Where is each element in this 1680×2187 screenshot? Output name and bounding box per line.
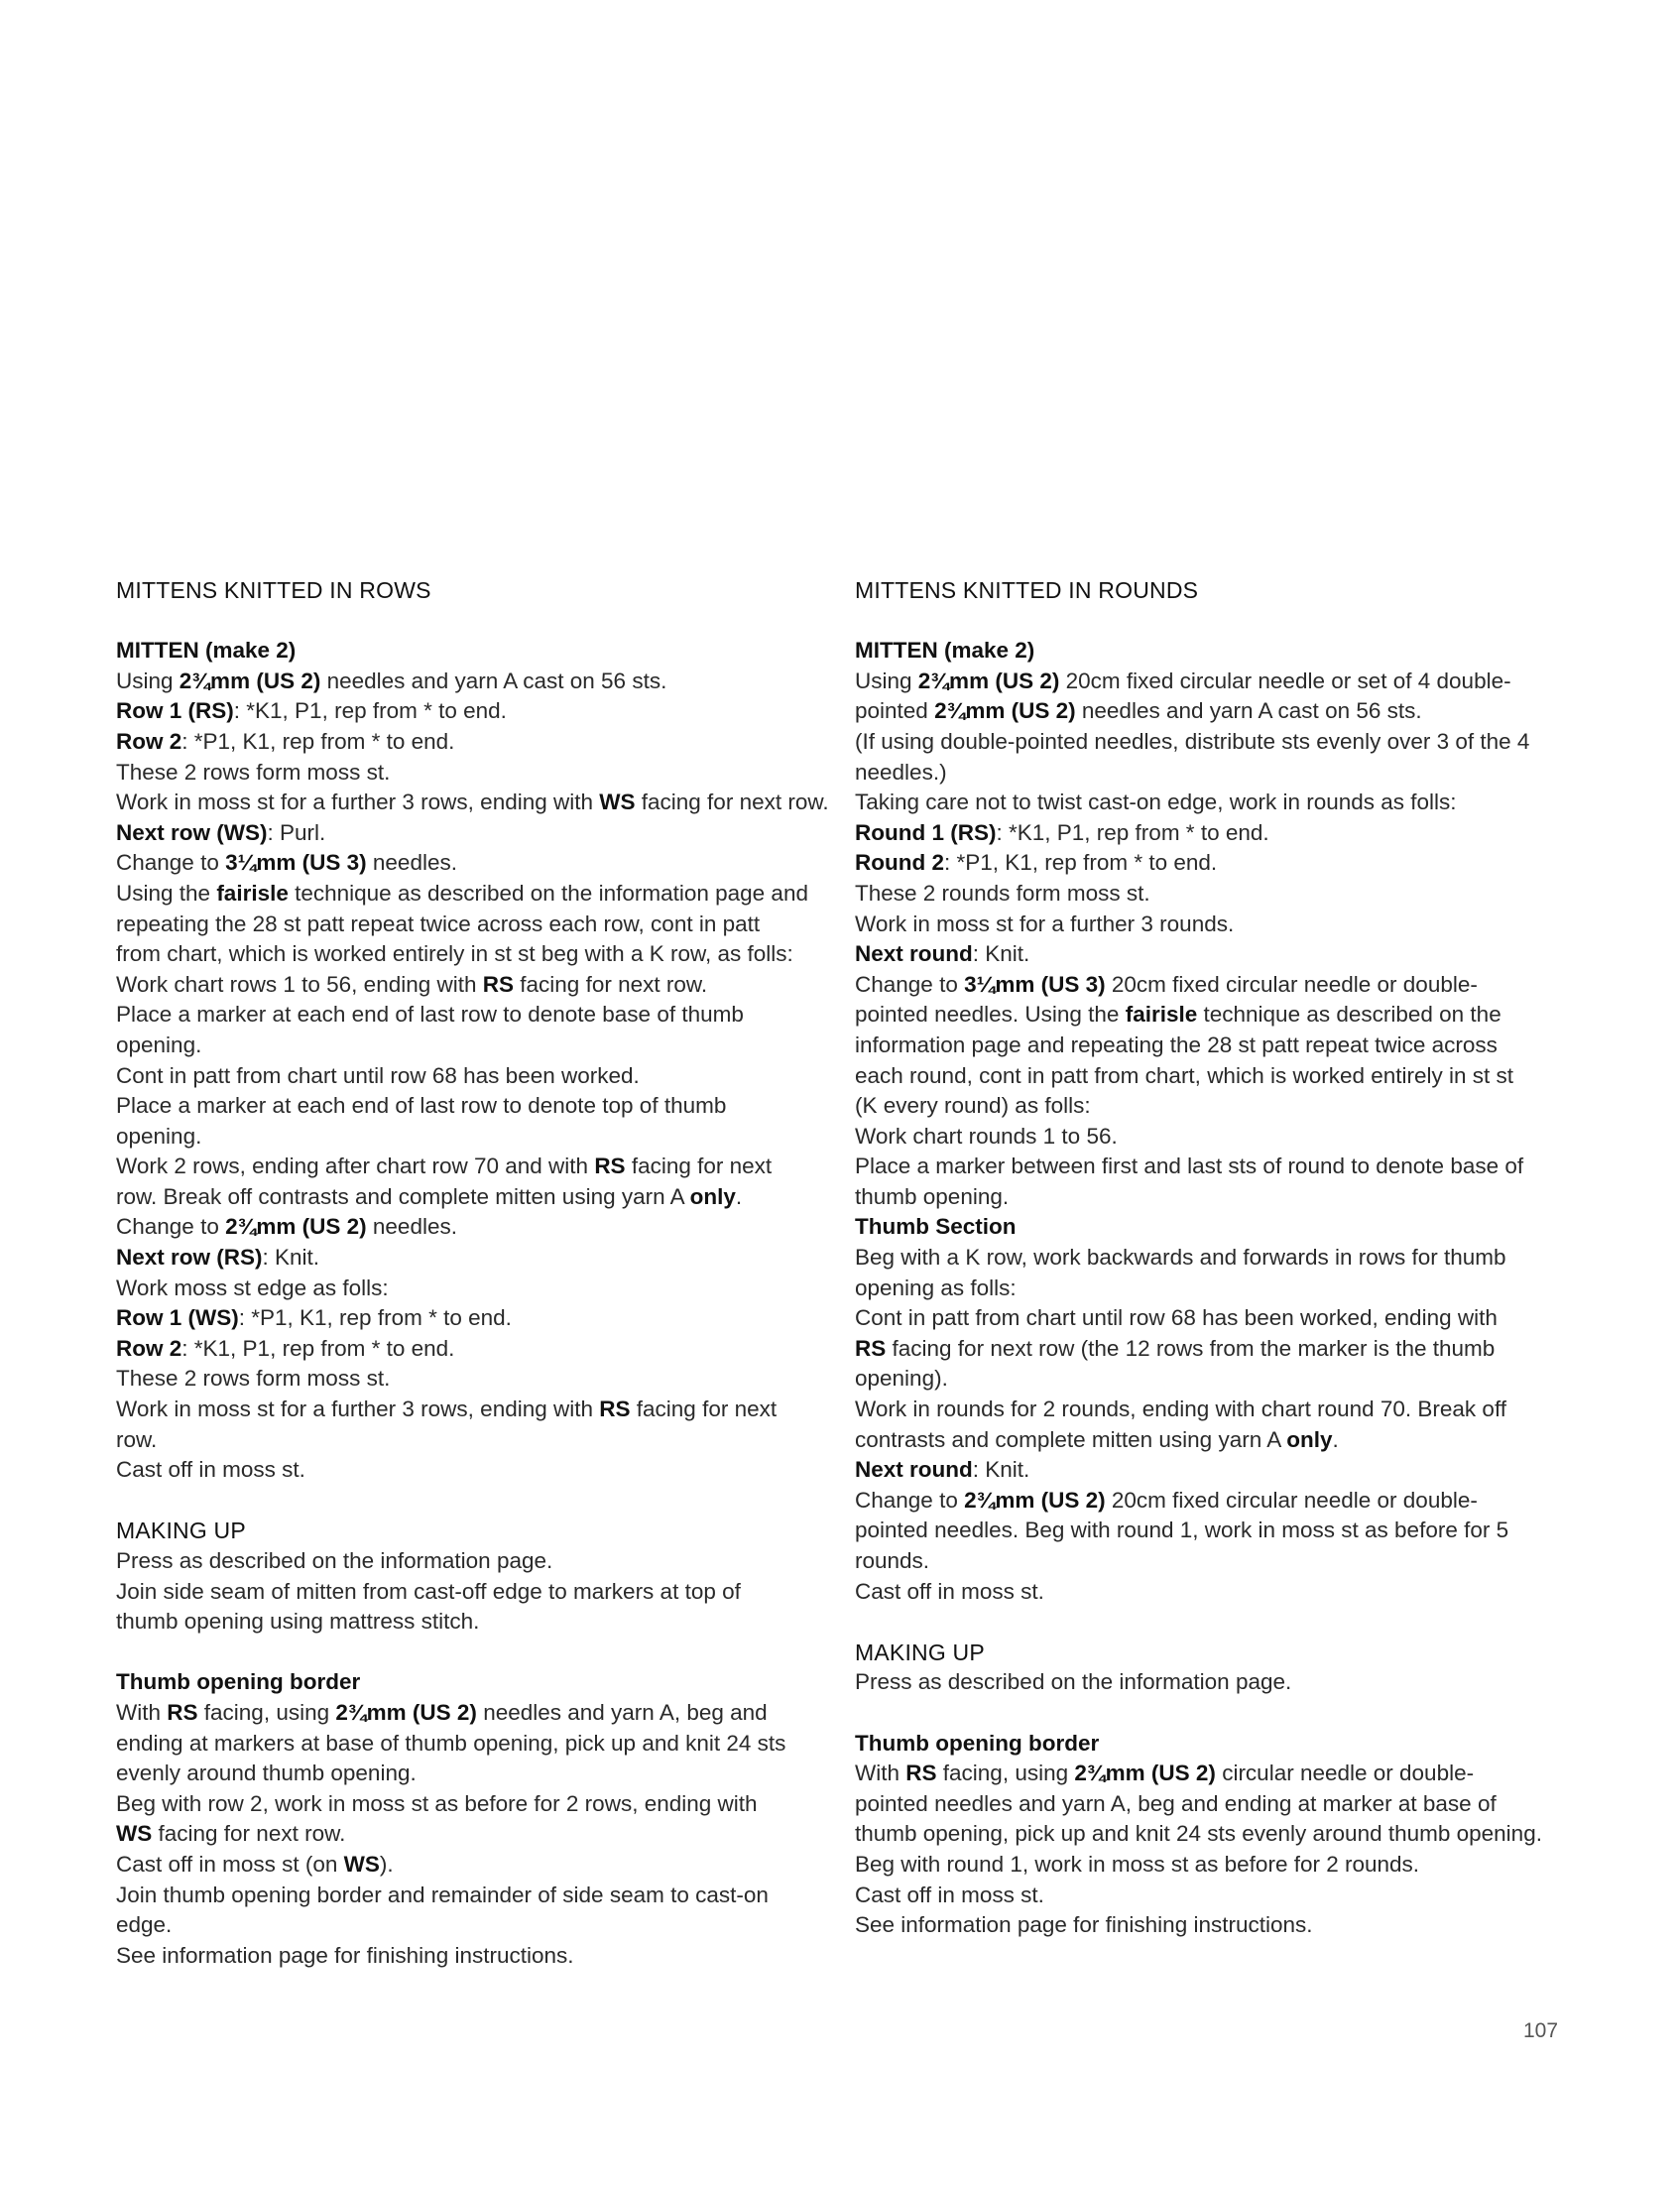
- bold-term: WS: [116, 1821, 153, 1847]
- text-line: [116, 1607, 830, 1638]
- text-line: [855, 879, 1569, 910]
- text-line: [116, 1698, 830, 1729]
- text-segment: opening.: [116, 1032, 202, 1057]
- subsection-heading: [855, 1729, 1569, 1760]
- text-line: [116, 910, 830, 940]
- text-segment: edge.: [116, 1912, 173, 1938]
- bold-term: RS: [594, 1154, 626, 1179]
- text-line: [116, 1910, 830, 1941]
- text-segment: needles.: [366, 850, 457, 876]
- page-number: 107: [1523, 2019, 1559, 2042]
- text-line: [116, 1577, 830, 1608]
- bold-term: 2¾mm (US 2): [335, 1699, 477, 1725]
- text-line: [855, 970, 1569, 1001]
- text-line: [116, 1303, 830, 1334]
- bold-term: MITTEN (make 2): [116, 638, 297, 664]
- text-line: [855, 1425, 1569, 1456]
- text-segment: row. Break off contrasts and complete mitten using yarn A: [116, 1183, 690, 1209]
- text-segment: Place a marker between first and last sts of round to denote base of: [855, 1154, 1524, 1179]
- bold-term: only: [689, 1183, 736, 1209]
- bold-term: RS: [167, 1699, 198, 1725]
- bold-term: Row 1 (RS): [116, 698, 234, 724]
- text-segment: needles and yarn A cast on 56 sts.: [1075, 698, 1422, 724]
- text-line: [855, 667, 1569, 697]
- text-segment: facing for next: [625, 1154, 773, 1179]
- text-segment: facing for next row.: [152, 1821, 346, 1847]
- bold-term: 2¾mm (US 2): [225, 1214, 367, 1240]
- text-segment: thumb opening using mattress stitch.: [116, 1609, 480, 1635]
- text-segment: Work in moss st for a further 3 rows, ending with: [116, 790, 600, 815]
- text-line: [855, 1122, 1569, 1153]
- text-segment: Cont in patt from chart until row 68 has been worked.: [116, 1062, 640, 1088]
- section-heading: [855, 575, 1569, 606]
- text-segment: Join side seam of mitten from cast-off edge to markers at top of: [116, 1578, 741, 1604]
- text-line: [116, 1000, 830, 1031]
- bold-term: Next row (WS): [116, 819, 268, 845]
- text-segment: needles and yarn A, beg and: [476, 1699, 768, 1725]
- text-line: [855, 1910, 1569, 1941]
- text-line: [116, 758, 830, 789]
- text-segment: : Knit.: [972, 1457, 1030, 1483]
- text-segment: : Knit.: [972, 941, 1030, 967]
- text-line: [116, 1455, 830, 1486]
- text-line: [116, 939, 830, 970]
- text-line: [116, 1031, 830, 1061]
- text-segment: 20cm fixed circular needle or double-: [1105, 1487, 1478, 1513]
- text-segment: pointed needles and yarn A, beg and ending at marker at base of: [855, 1790, 1497, 1816]
- text-segment: row.: [116, 1426, 158, 1452]
- right-column: [855, 575, 1569, 1941]
- text-segment: Work in rounds for 2 rounds, ending with chart round 70. Break off: [855, 1397, 1507, 1422]
- text-line: [855, 1486, 1569, 1517]
- text-segment: opening as folls:: [855, 1275, 1017, 1300]
- bold-term: Round 2: [855, 850, 944, 876]
- text-line: [855, 1850, 1569, 1881]
- text-line: [855, 1395, 1569, 1425]
- text-segment: Press as described on the information page.: [116, 1548, 553, 1573]
- text-segment: These 2 rows form moss st.: [116, 759, 391, 785]
- text-line: [855, 1152, 1569, 1182]
- text-line: [116, 1881, 830, 1911]
- text-segment: from chart, which is worked entirely in st st beg with a K row, as folls:: [116, 941, 793, 967]
- text-segment: pointed needles. Using the: [855, 1002, 1126, 1028]
- bold-term: WS: [343, 1851, 380, 1877]
- section-heading: [116, 575, 830, 606]
- text-segment: Work moss st edge as folls:: [116, 1275, 389, 1300]
- text-segment: Press as described on the information page.: [855, 1669, 1292, 1695]
- text-segment: Taking care not to twist cast-on edge, work in rounds as folls:: [855, 790, 1457, 815]
- bold-term: Next row (RS): [116, 1245, 263, 1271]
- text-segment: opening.: [116, 1123, 202, 1149]
- text-segment: Work chart rounds 1 to 56.: [855, 1123, 1118, 1149]
- bold-term: 2¾mm (US 2): [179, 668, 321, 693]
- text-segment: See information page for finishing instructions.: [116, 1942, 574, 1968]
- bold-term: Row 2: [116, 728, 182, 754]
- text-line: [855, 1061, 1569, 1092]
- text-segment: Work in moss st for a further 3 rounds.: [855, 911, 1235, 936]
- text-line: [855, 727, 1569, 758]
- text-line: [116, 1789, 830, 1820]
- text-line: [116, 667, 830, 697]
- text-line: [855, 1546, 1569, 1577]
- text-segment: : *K1, P1, rep from * to end.: [181, 1335, 455, 1361]
- text-segment: These 2 rows form moss st.: [116, 1366, 391, 1392]
- text-segment: technique as described on the information page and: [288, 880, 808, 906]
- text-line: [116, 818, 830, 849]
- text-segment: facing for next row.: [514, 971, 708, 997]
- text-segment: facing for next row (the 12 rows from the marker is the thumb: [886, 1335, 1496, 1361]
- bold-term: 2¾mm (US 2): [917, 668, 1060, 693]
- bold-term: fairisle: [216, 880, 289, 906]
- text-line: [855, 1031, 1569, 1061]
- bold-term: fairisle: [1125, 1002, 1198, 1028]
- text-line: [855, 696, 1569, 727]
- text-segment: 20cm fixed circular needle or double-: [1105, 971, 1478, 997]
- text-line: [116, 1243, 830, 1274]
- text-line: [116, 1425, 830, 1456]
- text-segment: Thumb opening border: [116, 1669, 361, 1695]
- bold-term: 2¾mm (US 2): [1074, 1761, 1216, 1786]
- text-segment: (K every round) as folls:: [855, 1093, 1091, 1119]
- text-line: [855, 1455, 1569, 1486]
- text-segment: Thumb opening border: [855, 1730, 1100, 1756]
- text-line: [116, 1152, 830, 1182]
- text-segment: Cast off in moss st.: [116, 1457, 305, 1483]
- text-segment: Using: [116, 668, 180, 693]
- bold-term: RS: [905, 1761, 937, 1786]
- text-segment: : *K1, P1, rep from * to end.: [233, 698, 507, 724]
- text-line: [116, 1395, 830, 1425]
- text-segment: Work in moss st for a further 3 rows, ending with: [116, 1397, 600, 1422]
- text-line: [855, 1516, 1569, 1546]
- bold-term: Next round: [855, 1457, 973, 1483]
- text-line: [116, 1182, 830, 1213]
- text-segment: : *K1, P1, rep from * to end.: [996, 819, 1269, 845]
- text-segment: thumb opening, pick up and knit 24 sts evenly around thumb opening.: [855, 1821, 1542, 1847]
- text-segment: : *P1, K1, rep from * to end.: [238, 1305, 512, 1331]
- bold-term: 2¾mm (US 2): [964, 1487, 1106, 1513]
- text-line: [855, 1334, 1569, 1365]
- text-segment: MITTENS KNITTED IN ROUNDS: [855, 577, 1199, 603]
- bold-term: RS: [855, 1335, 887, 1361]
- text-segment: Cast off in moss st (on: [116, 1851, 344, 1877]
- text-segment: Using: [855, 668, 918, 693]
- text-line: [855, 1789, 1569, 1820]
- text-line: [116, 788, 830, 818]
- text-segment: These 2 rounds form moss st.: [855, 880, 1150, 906]
- text-segment: opening).: [855, 1366, 948, 1392]
- text-line: [116, 1364, 830, 1395]
- text-segment: ending at markers at base of thumb opening, pick up and knit 24 sts: [116, 1730, 786, 1756]
- text-segment: facing, using: [197, 1699, 336, 1725]
- bold-term: 2¾mm (US 2): [934, 698, 1076, 724]
- text-segment: Work 2 rows, ending after chart row 70 and with: [116, 1154, 595, 1179]
- text-segment: information page and repeating the 28 st patt repeat twice across: [855, 1032, 1498, 1057]
- text-segment: With: [855, 1761, 906, 1786]
- text-segment: Work chart rows 1 to 56, ending with: [116, 971, 483, 997]
- text-line: [855, 636, 1569, 667]
- text-line: [855, 1182, 1569, 1213]
- text-line: [116, 1729, 830, 1760]
- text-segment: : *P1, K1, rep from * to end.: [181, 728, 455, 754]
- text-line: [116, 1122, 830, 1153]
- text-line: [116, 1091, 830, 1122]
- text-line: [855, 848, 1569, 879]
- text-line: [116, 1759, 830, 1789]
- text-segment: Thumb Section: [855, 1214, 1017, 1240]
- text-segment: Change to: [116, 850, 226, 876]
- text-segment: evenly around thumb opening.: [116, 1761, 417, 1786]
- text-segment: pointed: [855, 698, 935, 724]
- text-segment: contrasts and complete mitten using yarn A: [855, 1426, 1287, 1452]
- text-segment: repeating the 28 st patt repeat twice across each row, cont in patt: [116, 911, 761, 936]
- text-line: [116, 1334, 830, 1365]
- text-line: [855, 910, 1569, 940]
- subsection-heading: [855, 1212, 1569, 1243]
- bold-term: RS: [599, 1397, 631, 1422]
- text-segment: With: [116, 1699, 168, 1725]
- text-line: [116, 879, 830, 910]
- text-line: [116, 696, 830, 727]
- text-line: [855, 1000, 1569, 1031]
- text-segment: 20cm fixed circular needle or set of 4 double-: [1059, 668, 1511, 693]
- subsection-heading: [116, 1667, 830, 1698]
- section-heading: [855, 1638, 1569, 1668]
- bold-term: Row 1 (WS): [116, 1305, 239, 1331]
- text-line: [855, 1577, 1569, 1608]
- text-line: [855, 758, 1569, 789]
- text-segment: : *P1, K1, rep from * to end.: [944, 850, 1218, 876]
- text-segment: facing for next: [630, 1397, 778, 1422]
- text-segment: thumb opening.: [855, 1183, 1010, 1209]
- text-line: [116, 1212, 830, 1243]
- text-segment: needles.): [855, 759, 947, 785]
- bold-term: Row 2: [116, 1335, 182, 1361]
- text-segment: each round, cont in patt from chart, which is worked entirely in st st: [855, 1062, 1514, 1088]
- text-line: [855, 1819, 1569, 1850]
- text-segment: MITTENS KNITTED IN ROWS: [116, 577, 431, 603]
- text-line: [116, 1546, 830, 1577]
- text-line: [116, 1941, 830, 1972]
- bold-term: Round 1 (RS): [855, 819, 997, 845]
- text-segment: (If using double-pointed needles, distribute sts evenly over 3 of the 4: [855, 728, 1530, 754]
- text-segment: Cast off in moss st.: [855, 1882, 1044, 1907]
- text-line: [855, 788, 1569, 818]
- text-line: [116, 727, 830, 758]
- text-line: [855, 1881, 1569, 1911]
- text-segment: : Knit.: [262, 1245, 320, 1271]
- text-segment: rounds.: [855, 1548, 930, 1573]
- bold-term: 3¼mm (US 3): [964, 971, 1106, 997]
- text-line: [116, 1274, 830, 1304]
- text-segment: See information page for finishing instructions.: [855, 1912, 1313, 1938]
- text-segment: needles.: [366, 1214, 457, 1240]
- bold-term: WS: [599, 790, 636, 815]
- text-line: [855, 1243, 1569, 1274]
- text-segment: Beg with round 1, work in moss st as before for 2 rounds.: [855, 1851, 1420, 1877]
- text-segment: facing, using: [936, 1761, 1075, 1786]
- text-line: [116, 1850, 830, 1881]
- text-segment: technique as described on the: [1197, 1002, 1501, 1028]
- section-heading: [116, 1516, 830, 1546]
- text-line: [116, 970, 830, 1001]
- text-segment: needles and yarn A cast on 56 sts.: [320, 668, 667, 693]
- text-segment: Join thumb opening border and remainder of side seam to cast-on: [116, 1882, 769, 1907]
- text-line: [116, 636, 830, 667]
- text-line: [855, 1364, 1569, 1395]
- text-segment: Place a marker at each end of last row to denote base of thumb: [116, 1002, 744, 1028]
- text-line: [855, 1091, 1569, 1122]
- text-line: [855, 818, 1569, 849]
- text-line: [116, 848, 830, 879]
- text-segment: Cont in patt from chart until row 68 has been worked, ending with: [855, 1305, 1498, 1331]
- text-segment: Beg with row 2, work in moss st as before for 2 rows, ending with: [116, 1790, 758, 1816]
- text-segment: MAKING UP: [855, 1639, 985, 1665]
- text-segment: : Purl.: [267, 819, 326, 845]
- text-segment: ).: [379, 1851, 394, 1877]
- text-segment: circular needle or double-: [1215, 1761, 1475, 1786]
- text-line: [116, 1061, 830, 1092]
- text-line: [855, 1759, 1569, 1789]
- text-segment: .: [735, 1183, 743, 1209]
- bold-term: Next round: [855, 941, 973, 967]
- text-segment: .: [1332, 1426, 1339, 1452]
- text-segment: Change to: [855, 1487, 965, 1513]
- text-line: [855, 939, 1569, 970]
- text-line: [116, 1819, 830, 1850]
- left-column: [116, 575, 830, 1971]
- bold-term: only: [1286, 1426, 1333, 1452]
- text-segment: MAKING UP: [116, 1518, 246, 1544]
- text-line: [855, 1303, 1569, 1334]
- text-segment: Using the: [116, 880, 217, 906]
- bold-term: MITTEN (make 2): [855, 638, 1035, 664]
- text-segment: Change to: [116, 1214, 226, 1240]
- bold-term: RS: [482, 971, 515, 997]
- text-segment: Cast off in moss st.: [855, 1578, 1044, 1604]
- text-line: [855, 1274, 1569, 1304]
- text-segment: facing for next row.: [635, 790, 829, 815]
- text-line: [855, 1667, 1569, 1698]
- text-segment: Change to: [855, 971, 965, 997]
- text-segment: Beg with a K row, work backwards and forwards in rows for thumb: [855, 1245, 1506, 1271]
- bold-term: 3¼mm (US 3): [225, 850, 367, 876]
- text-segment: Place a marker at each end of last row to denote top of thumb: [116, 1093, 727, 1119]
- text-segment: pointed needles. Beg with round 1, work in moss st as before for 5: [855, 1518, 1509, 1543]
